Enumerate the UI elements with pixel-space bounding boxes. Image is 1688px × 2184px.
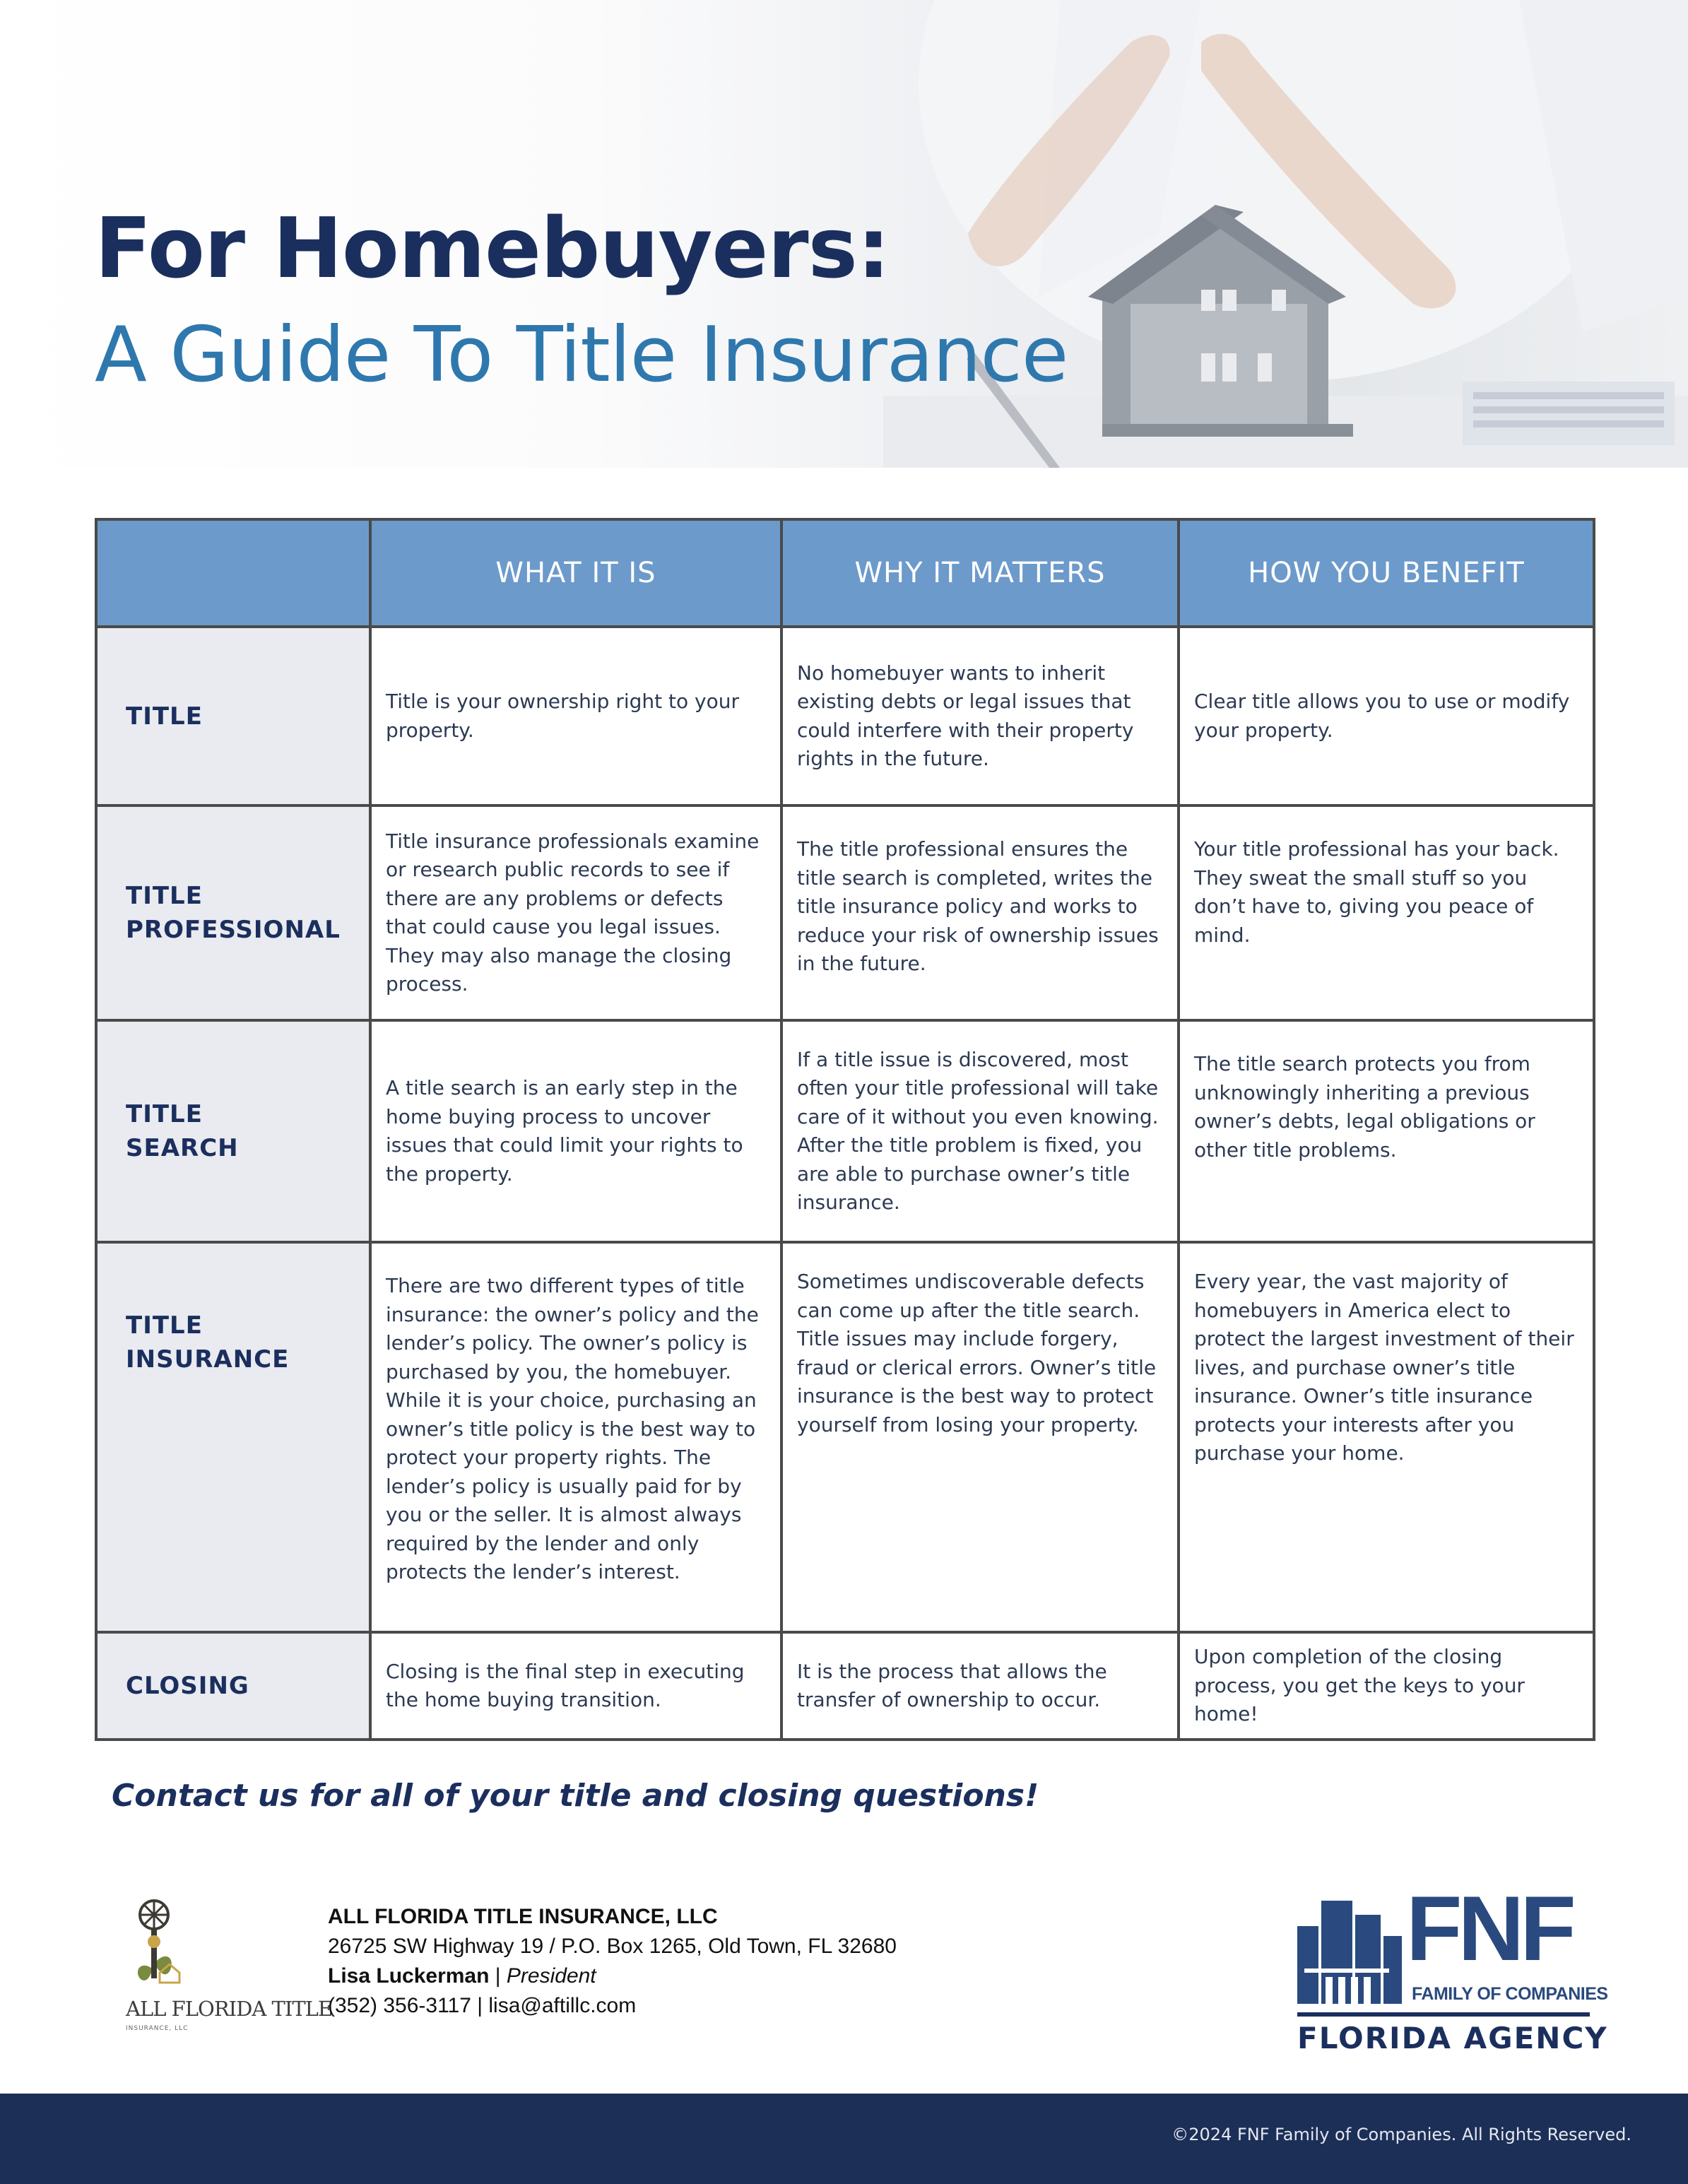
column-header-blank [96,519,370,627]
cell-what: There are two different types of title insurance: the owner’s policy and the lender’s policy. The owner’s policy is purchased by you, the homebuyer. While it is your choice, purchasing an owner’s title policy is the best way to protect your property rights. The lender’s policy is usually paid for by you or the seller. It is almost always required by the lender and only protects the lender’s interest. [370,1242,781,1632]
cell-benefit: Your title professional has your back. They sweat the small stuff so you don’t have to, giving you peace of mind. [1179,805,1594,1020]
row-label [96,1020,370,1242]
contact-tagline: Contact us for all of your title and closing questions! [112,1778,1039,1814]
row-label-line2: PROFESSIONAL [126,916,341,944]
cell-benefit: The title search protects you from unknowingly inheriting a previous owner’s debts, legal obligations or other title problems. [1179,1020,1594,1242]
table-row [96,1632,1594,1740]
company-address: 26725 SW Highway 19 / P.O. Box 1265, Old Town, FL 32680 [328,1935,897,1958]
row-label-line2: INSURANCE [126,1345,290,1374]
copyright-text: ©2024 FNF Family of Companies. All Rights Reserved. [1171,2125,1631,2144]
company-name: ALL FLORIDA TITLE INSURANCE, LLC [328,1905,718,1928]
row-label-line1: CLOSING [126,1672,249,1700]
fnf-divider [1297,2012,1590,2017]
cell-benefit: Clear title allows you to use or modify your property. [1179,627,1594,805]
cell-what: Title is your ownership right to your property. [370,627,781,805]
table-row [96,627,1594,805]
cell-why: The title professional ensures the title search is completed, writes the title insurance policy and works to reduce your risk of ownership issues in the future. [781,805,1179,1020]
fnf-logo-word: FNF [1406,1877,1572,1980]
cell-benefit: Every year, the vast majority of homebuyers in America elect to protect the largest investment of their lives, and purchase owner’s title insurance. Owner’s title insurance protects your interests after you purchase your home. [1179,1242,1594,1632]
all-florida-title-logo-sub: INSURANCE, LLC [126,2025,189,2032]
footer-bar [0,2094,1688,2184]
cell-why: It is the process that allows the transfer of ownership to occur. [781,1632,1179,1740]
row-label-line1: TITLE [126,1100,203,1128]
column-header-benefit: HOW YOU BENEFIT [1179,519,1594,627]
row-label [96,1242,370,1632]
cell-why: If a title issue is discovered, most often your title professional will take care of it without you even knowing. After the title problem is fixed, you are able to purchase owner’s title insurance. [781,1020,1179,1242]
row-label [96,805,370,1020]
all-florida-title-logo-name: ALL FLORIDA TITLE [126,1997,333,2021]
row-label-line1: TITLE [126,702,203,731]
row-label-line2: SEARCH [126,1134,239,1162]
cell-benefit: Upon completion of the closing process, you get the keys to your home! [1179,1632,1594,1740]
hero-banner [0,0,1688,468]
person-name: Lisa Luckerman [328,1964,490,1988]
table-row [96,1020,1594,1242]
page-subtitle: A Guide To Title Insurance [95,311,1068,399]
cell-what: Closing is the final step in executing the home buying transition. [370,1632,781,1740]
cell-why: No homebuyer wants to inherit existing debts or legal issues that could interfere with their property rights in the future. [781,627,1179,805]
row-label [96,1632,370,1740]
cell-what: Title insurance professionals examine or research public records to see if there are any problems or defects that could cause you legal issues. They may also manage the closing process. [370,805,781,1020]
page-title: For Homebuyers: [95,199,890,297]
table-row [96,805,1594,1020]
cell-what: A title search is an early step in the home buying process to uncover issues that could limit your rights to the property. [370,1020,781,1242]
fnf-family-text: FAMILY OF COMPANIES [1412,1984,1608,2004]
address-block [328,1902,897,2021]
column-header-why: WHY IT MATTERS [781,519,1179,627]
table-header-row [96,519,1594,627]
fnf-agency-text: FLORIDA AGENCY [1297,2021,1608,2055]
contact-person [328,1961,897,1991]
person-separator: | [489,1964,507,1988]
table-row [96,1242,1594,1632]
person-role: President [506,1964,596,1988]
cell-why: Sometimes undiscoverable defects can come up after the title search. Title issues may include forgery, fraud or clerical errors. Owner’s title insurance is the best way to protect yourself from losing your property. [781,1242,1179,1632]
phone-email: (352) 356-3117 | lisa@aftillc.com [328,1994,637,2017]
row-label [96,627,370,805]
row-label-line1: TITLE [126,882,203,910]
column-header-what: WHAT IT IS [370,519,781,627]
title-insurance-table [95,518,1595,1741]
row-label-line1: TITLE [126,1311,203,1340]
